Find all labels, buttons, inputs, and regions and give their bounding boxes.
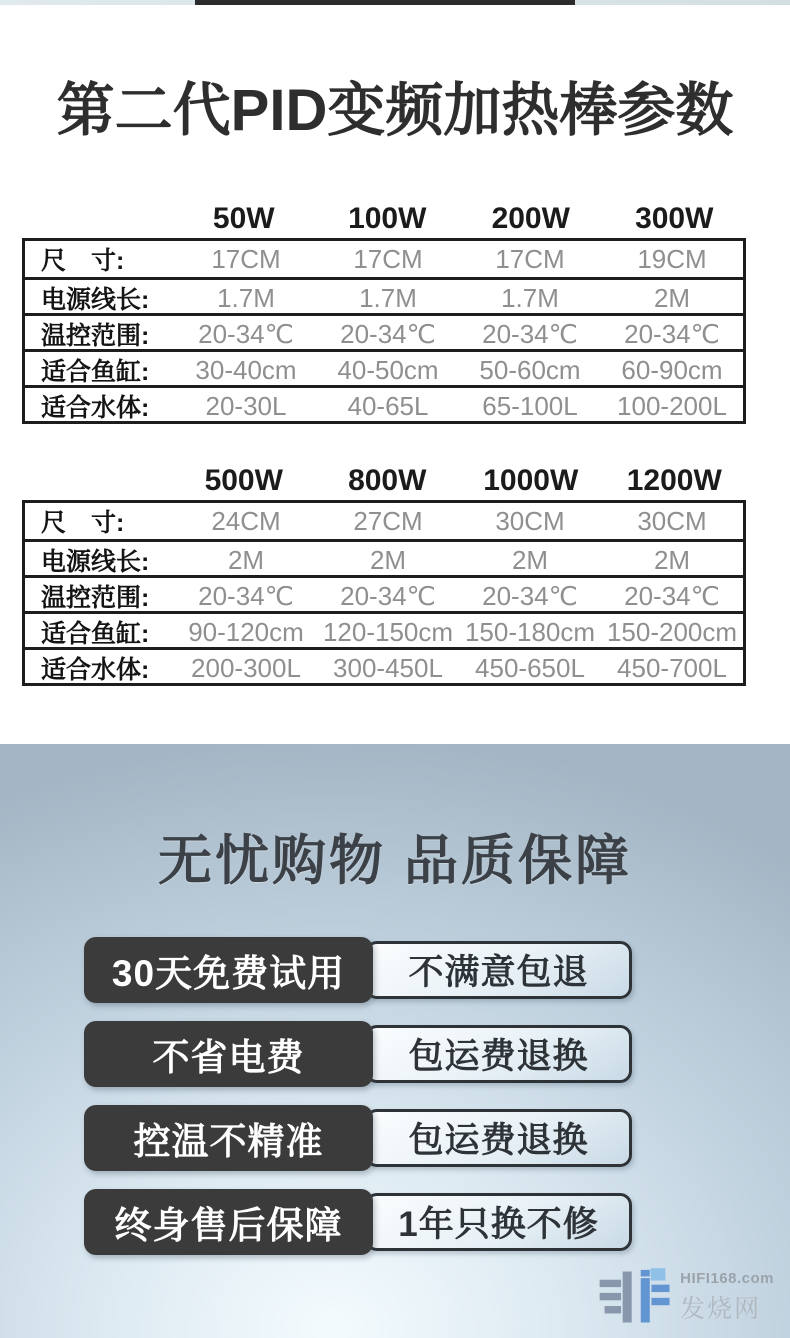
table-row [25, 385, 743, 421]
table-row [25, 277, 743, 313]
cell-value: 20-34℃ [340, 580, 436, 611]
cell-value: 450-650L [475, 652, 585, 683]
guarantee-left-label: 终身售后保障 [114, 1205, 343, 1246]
guarantee-left-box [84, 1105, 373, 1171]
guarantee-left-box [84, 937, 373, 1003]
guarantee-row [84, 1105, 632, 1171]
cell-value: 40-50cm [337, 354, 439, 385]
cell-value: 20-34℃ [624, 318, 720, 349]
cell-value: 150-180cm [464, 616, 596, 647]
cell-value: 2M [511, 544, 549, 575]
cell-value: 17CM [353, 243, 423, 274]
cell-value: 65-100L [482, 390, 578, 421]
cell-value: 30CM [637, 505, 707, 536]
row-label: 适合水体: [41, 394, 150, 422]
guarantee-right-box [365, 1193, 632, 1251]
cell-value: 2M [653, 544, 691, 575]
column-header: 100W [348, 202, 427, 235]
cell-value: 150-200cm [606, 616, 738, 647]
column-header: 800W [348, 464, 427, 497]
cell-value: 1.7M [359, 282, 417, 313]
column-header: 1200W [626, 464, 722, 497]
guarantee-right-label: 包运费退换 [408, 1037, 589, 1076]
cell-value: 120-150cm [322, 616, 454, 647]
column-header: 1000W [483, 464, 579, 497]
guarantee-left-label: 不省电费 [152, 1037, 305, 1078]
spec-table-low-power [22, 200, 746, 424]
column-header: 200W [491, 202, 570, 235]
guarantee-right-label: 不满意包退 [408, 953, 589, 992]
cell-value: 20-34℃ [198, 580, 294, 611]
cell-value: 20-34℃ [482, 318, 578, 349]
table-row [25, 611, 743, 647]
spec-table-1-body [22, 238, 746, 424]
cell-value: 2M [369, 544, 407, 575]
spec-table-1-header [22, 200, 746, 238]
cell-value: 30-40cm [195, 354, 297, 385]
cell-value: 27CM [353, 505, 423, 536]
row-label: 尺 寸: [41, 247, 125, 275]
guarantee-title: 无忧购物 品质保障 [157, 831, 632, 891]
watermark-text [680, 1270, 774, 1325]
cell-value: 40-65L [347, 390, 429, 421]
table-row [25, 647, 743, 683]
page-title: 第二代PID变频加热棒参数 [56, 78, 734, 143]
guarantee-list [84, 937, 632, 1255]
guarantee-section [0, 744, 790, 1338]
cell-value: 1.7M [501, 282, 559, 313]
cell-value: 20-34℃ [340, 318, 436, 349]
guarantee-left-label: 控温不精准 [133, 1121, 324, 1162]
watermark-name: 发烧网 [680, 1294, 762, 1323]
spec-table-high-power [22, 462, 746, 686]
column-header: 300W [635, 202, 714, 235]
cell-value: 2M [227, 544, 265, 575]
column-header: 500W [204, 464, 283, 497]
top-strip-dark-segment [195, 0, 575, 5]
guarantee-left-label: 30天免费试用 [111, 953, 346, 994]
row-label: 适合鱼缸: [41, 620, 150, 648]
table-row [25, 241, 743, 277]
table-row [25, 575, 743, 611]
guarantee-right-box [365, 1025, 632, 1083]
table-row [25, 349, 743, 385]
row-label: 电源线长: [41, 548, 150, 576]
guarantee-right-label: 包运费退换 [408, 1121, 589, 1160]
fei-logo-icon [598, 1268, 672, 1326]
cell-value: 100-200L [617, 390, 727, 421]
cell-value: 1.7M [217, 282, 275, 313]
cell-value: 17CM [495, 243, 565, 274]
cell-value: 90-120cm [188, 616, 304, 647]
row-label: 适合鱼缸: [41, 358, 150, 386]
row-label: 电源线长: [41, 286, 150, 314]
cell-value: 24CM [211, 505, 281, 536]
cell-value: 50-60cm [479, 354, 581, 385]
cell-value: 20-34℃ [198, 318, 294, 349]
guarantee-row [84, 937, 632, 1003]
row-label: 温控范围: [41, 322, 150, 350]
column-header: 50W [212, 202, 275, 235]
table-row [25, 539, 743, 575]
cell-value: 200-300L [191, 652, 301, 683]
spec-table-2-header [22, 462, 746, 500]
cell-value: 17CM [211, 243, 281, 274]
guarantee-left-box [84, 1189, 373, 1255]
spec-table-2-body [22, 500, 746, 686]
cell-value: 300-450L [333, 652, 443, 683]
cell-value: 2M [653, 282, 691, 313]
guarantee-row [84, 1189, 632, 1255]
guarantee-right-label: 1年只换不修 [398, 1205, 599, 1244]
cell-value: 20-34℃ [624, 580, 720, 611]
top-strip [0, 0, 790, 5]
cell-value: 19CM [637, 243, 707, 274]
cell-value: 450-700L [617, 652, 727, 683]
cell-value: 20-30L [205, 390, 287, 421]
row-label: 适合水体: [41, 656, 150, 684]
table-row [25, 313, 743, 349]
row-label: 温控范围: [41, 584, 150, 612]
guarantee-right-box [365, 941, 632, 999]
watermark-site: HIFI168.com [680, 1269, 774, 1287]
cell-value: 60-90cm [621, 354, 723, 385]
guarantee-right-box [365, 1109, 632, 1167]
watermark [598, 1268, 774, 1326]
guarantee-row [84, 1021, 632, 1087]
cell-value: 30CM [495, 505, 565, 536]
table-row [25, 503, 743, 539]
guarantee-left-box [84, 1021, 373, 1087]
row-label: 尺 寸: [41, 509, 125, 537]
cell-value: 20-34℃ [482, 580, 578, 611]
